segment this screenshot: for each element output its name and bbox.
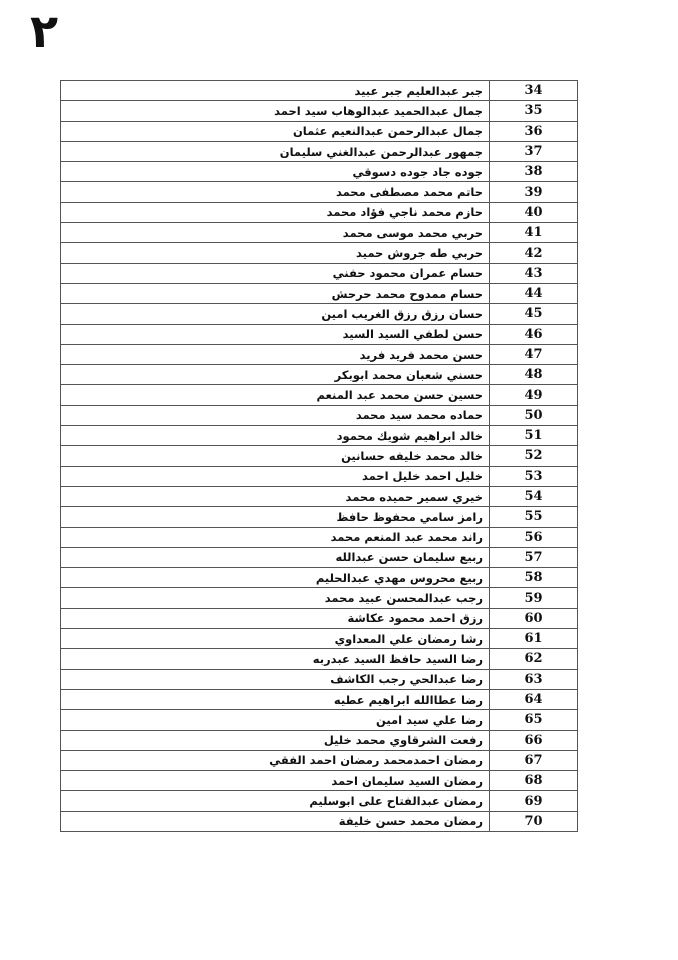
table-row xyxy=(61,385,578,405)
row-number: 63 xyxy=(490,669,578,689)
row-name: رشا رمضان علي المعداوي xyxy=(61,629,490,649)
row-number: 64 xyxy=(490,689,578,709)
table-row xyxy=(61,689,578,709)
table-row xyxy=(61,507,578,527)
table-row xyxy=(61,405,578,425)
table-row xyxy=(61,811,578,831)
row-number: 61 xyxy=(490,629,578,649)
row-number: 39 xyxy=(490,182,578,202)
table-row xyxy=(61,202,578,222)
row-number: 56 xyxy=(490,527,578,547)
row-number: 42 xyxy=(490,243,578,263)
row-number: 35 xyxy=(490,101,578,121)
table-row xyxy=(61,771,578,791)
row-number: 36 xyxy=(490,121,578,141)
row-number: 46 xyxy=(490,324,578,344)
row-name: خالد ابراهيم شويك محمود xyxy=(61,426,490,446)
page-number: ٢ xyxy=(30,4,59,58)
row-name: رضا عطاالله ابراهيم عطيه xyxy=(61,689,490,709)
names-table-body xyxy=(61,81,578,832)
table-row xyxy=(61,344,578,364)
row-name: حسام ممدوح محمد حرحش xyxy=(61,283,490,303)
table-row xyxy=(61,791,578,811)
table-row xyxy=(61,324,578,344)
table-row xyxy=(61,243,578,263)
row-number: 43 xyxy=(490,263,578,283)
table-row xyxy=(61,730,578,750)
table-row xyxy=(61,81,578,101)
row-number: 67 xyxy=(490,750,578,770)
row-number: 60 xyxy=(490,608,578,628)
row-name: رمضان محمد حسن خليفة xyxy=(61,811,490,831)
row-name: رضا السيد حافظ السيد عبدربه xyxy=(61,649,490,669)
table-row xyxy=(61,588,578,608)
row-name: حسان رزق رزق الغريب امين xyxy=(61,304,490,324)
row-name: جمال عبدالرحمن عبدالنعيم عثمان xyxy=(61,121,490,141)
row-name: رمضان السيد سليمان احمد xyxy=(61,771,490,791)
row-number: 57 xyxy=(490,547,578,567)
table-row xyxy=(61,750,578,770)
row-number: 54 xyxy=(490,486,578,506)
row-name: رضا عبدالحي رجب الكاشف xyxy=(61,669,490,689)
row-name: حسن محمد فريد فريد xyxy=(61,344,490,364)
table-row xyxy=(61,223,578,243)
row-name: جمال عبدالحميد عبدالوهاب سيد احمد xyxy=(61,101,490,121)
row-name: حماده محمد سيد محمد xyxy=(61,405,490,425)
row-number: 70 xyxy=(490,811,578,831)
row-name: جمهور عبدالرحمن عبدالغني سليمان xyxy=(61,141,490,161)
row-name: راند محمد عبد المنعم محمد xyxy=(61,527,490,547)
row-number: 52 xyxy=(490,446,578,466)
row-name: رضا علي سيد امين xyxy=(61,710,490,730)
row-number: 53 xyxy=(490,466,578,486)
row-number: 37 xyxy=(490,141,578,161)
row-name: رجب عبدالمحسن عبيد محمد xyxy=(61,588,490,608)
table-row xyxy=(61,365,578,385)
table-row xyxy=(61,263,578,283)
table-row xyxy=(61,629,578,649)
row-name: حسن لطفي السيد السيد xyxy=(61,324,490,344)
row-name: حازم محمد ناجي فؤاد محمد xyxy=(61,202,490,222)
table-row xyxy=(61,547,578,567)
table-row xyxy=(61,649,578,669)
row-number: 47 xyxy=(490,344,578,364)
row-name: خيري سمير حميده محمد xyxy=(61,486,490,506)
table-row xyxy=(61,101,578,121)
row-name: جبر عبدالعليم جبر عبيد xyxy=(61,81,490,101)
table-row xyxy=(61,446,578,466)
row-number: 49 xyxy=(490,385,578,405)
row-number: 65 xyxy=(490,710,578,730)
row-name: خليل احمد خليل احمد xyxy=(61,466,490,486)
names-table xyxy=(60,80,578,832)
table-row xyxy=(61,121,578,141)
row-name: رزق احمد محمود عكاشة xyxy=(61,608,490,628)
row-name: رمضان عبدالفتاح على ابوسليم xyxy=(61,791,490,811)
row-name: حسني شعبان محمد ابوبكر xyxy=(61,365,490,385)
row-number: 41 xyxy=(490,223,578,243)
row-number: 40 xyxy=(490,202,578,222)
row-number: 69 xyxy=(490,791,578,811)
row-name: ربيع محروس مهدي عبدالحليم xyxy=(61,568,490,588)
row-number: 38 xyxy=(490,162,578,182)
table-row xyxy=(61,568,578,588)
row-name: خالد محمد خليفه حسانين xyxy=(61,446,490,466)
table-row xyxy=(61,182,578,202)
row-number: 68 xyxy=(490,771,578,791)
row-number: 48 xyxy=(490,365,578,385)
row-name: حربي طه جروش حميد xyxy=(61,243,490,263)
row-number: 44 xyxy=(490,283,578,303)
row-name: رمضان احمدمحمد رمضان احمد الفقي xyxy=(61,750,490,770)
row-number: 59 xyxy=(490,588,578,608)
table-row xyxy=(61,304,578,324)
row-name: حاتم محمد مصطفى محمد xyxy=(61,182,490,202)
row-number: 45 xyxy=(490,304,578,324)
row-name: حسين حسن محمد عبد المنعم xyxy=(61,385,490,405)
table-row xyxy=(61,486,578,506)
table-row xyxy=(61,527,578,547)
row-number: 58 xyxy=(490,568,578,588)
table-row xyxy=(61,141,578,161)
table-row xyxy=(61,669,578,689)
row-name: جوده جاد جوده دسوقي xyxy=(61,162,490,182)
row-number: 66 xyxy=(490,730,578,750)
row-number: 51 xyxy=(490,426,578,446)
row-number: 34 xyxy=(490,81,578,101)
row-name: ربيع سليمان حسن عبدالله xyxy=(61,547,490,567)
table-row xyxy=(61,426,578,446)
row-name: حربي محمد موسى محمد xyxy=(61,223,490,243)
row-name: رفعت الشرقاوي محمد خليل xyxy=(61,730,490,750)
table-row xyxy=(61,710,578,730)
row-name: رامز سامي محفوظ حافظ xyxy=(61,507,490,527)
row-number: 50 xyxy=(490,405,578,425)
table-row xyxy=(61,608,578,628)
table-row xyxy=(61,162,578,182)
row-number: 55 xyxy=(490,507,578,527)
row-name: حسام عمران محمود حفني xyxy=(61,263,490,283)
table-row xyxy=(61,283,578,303)
table-row xyxy=(61,466,578,486)
row-number: 62 xyxy=(490,649,578,669)
